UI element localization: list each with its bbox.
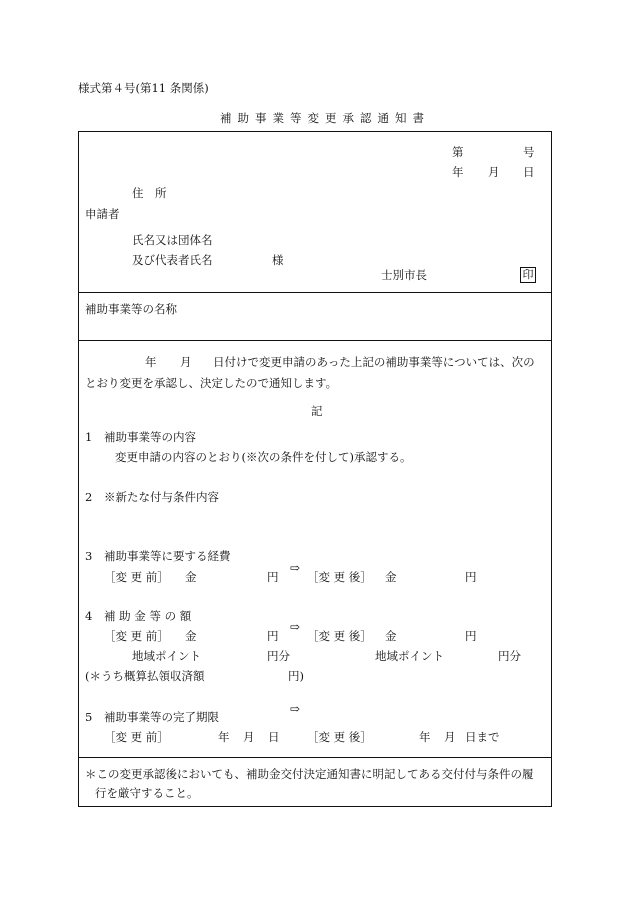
s5-arrow-icon: ⇨ — [290, 702, 301, 716]
section-5-title: 補助事業等の完了期限 — [104, 710, 219, 724]
s5-before-day: 日 — [268, 730, 280, 744]
date-day-label: 日 — [523, 165, 535, 179]
s4-arrow-icon: ⇨ — [290, 620, 301, 634]
s5-after-month: 月 — [444, 730, 456, 744]
name-label-1: 氏名又は団体名 — [132, 233, 213, 247]
seal-mark: 印 — [520, 267, 536, 283]
s5-after-label: ［変 更 後］ — [307, 730, 372, 744]
table-bottom-border — [78, 806, 552, 807]
name-label-2: 及び代表者氏名 — [132, 253, 213, 267]
row-divider-1 — [78, 292, 552, 293]
intro-month: 月 — [180, 355, 192, 369]
note-line-2: 行を厳守すること。 — [95, 786, 199, 800]
section-3-number: 3 — [85, 549, 93, 563]
date-month-label: 月 — [488, 165, 500, 179]
s4-after-region-point: 地域ポイント — [375, 649, 444, 663]
s5-before-label: ［変 更 前］ — [104, 730, 169, 744]
date-year-label: 年 — [452, 165, 464, 179]
row-divider-2 — [78, 340, 552, 341]
s4-after-kin: 金 — [385, 629, 397, 643]
s4-before-yenbun: 円分 — [267, 649, 290, 663]
s3-after-label: ［変 更 後］ — [307, 570, 372, 584]
s5-after-year: 年 — [419, 730, 431, 744]
ki-label: 記 — [311, 404, 323, 418]
intro-line-1: 日付けで変更申請のあった上記の補助事業等については、次の — [213, 355, 535, 369]
s4-gaisan-end: 円) — [288, 669, 304, 683]
section-4-number: 4 — [85, 609, 93, 623]
s3-before-yen: 円 — [267, 570, 279, 584]
intro-year: 年 — [145, 355, 157, 369]
s4-before-kin: 金 — [185, 629, 197, 643]
s5-before-month: 月 — [243, 730, 255, 744]
go-label: 号 — [523, 145, 535, 159]
section-4-title: 補 助 金 等 の 額 — [104, 609, 192, 623]
table-left-border — [78, 131, 79, 806]
table-right-border — [551, 131, 552, 806]
section-5-number: 5 — [85, 710, 93, 724]
section-1-text: 変更申請の内容のとおり(※次の条件を付して)承認する。 — [115, 450, 412, 464]
s3-before-label: ［変 更 前］ — [104, 570, 169, 584]
s4-gaisan-label: (＊うち概算払領収済額 — [85, 669, 205, 683]
sama-label: 様 — [272, 253, 284, 267]
form-number: 様式第４号(第11 条関係) — [78, 81, 209, 95]
s4-after-yen: 円 — [465, 629, 477, 643]
s4-before-label: ［変 更 前］ — [104, 629, 169, 643]
s3-before-kin: 金 — [185, 570, 197, 584]
s4-after-label: ［変 更 後］ — [307, 629, 372, 643]
section-1-number: 1 — [85, 430, 93, 444]
section-1-title: 補助事業等の内容 — [104, 430, 196, 444]
s4-after-yenbun: 円分 — [498, 649, 521, 663]
s3-after-yen: 円 — [465, 570, 477, 584]
section-2-number: 2 — [85, 490, 93, 504]
dai-label: 第 — [452, 145, 464, 159]
project-name-label: 補助事業等の名称 — [85, 302, 177, 316]
s5-after-made: 日まで — [465, 730, 500, 744]
intro-line-2: とおり変更を承認し、決定したので通知します。 — [85, 376, 338, 390]
note-line-1: ＊この変更承認後においても、補助金交付決定通知書に明記してある交付付与条件の履 — [85, 767, 534, 781]
s5-before-year: 年 — [218, 730, 230, 744]
section-3-title: 補助事業等に要する経費 — [104, 549, 231, 563]
section-2-title: ※新たな付与条件内容 — [104, 490, 219, 504]
document-title: 補助事業等変更承認通知書 — [220, 111, 430, 125]
s4-before-yen: 円 — [267, 629, 279, 643]
address-label: 住 所 — [132, 186, 167, 200]
s3-after-kin: 金 — [385, 570, 397, 584]
table-top-border — [78, 131, 552, 132]
mayor-label: 士別市長 — [381, 268, 427, 282]
s4-before-region-point: 地域ポイント — [132, 649, 201, 663]
row-divider-3 — [78, 757, 552, 758]
applicant-label: 申請者 — [85, 207, 120, 221]
s3-arrow-icon: ⇨ — [290, 561, 301, 575]
